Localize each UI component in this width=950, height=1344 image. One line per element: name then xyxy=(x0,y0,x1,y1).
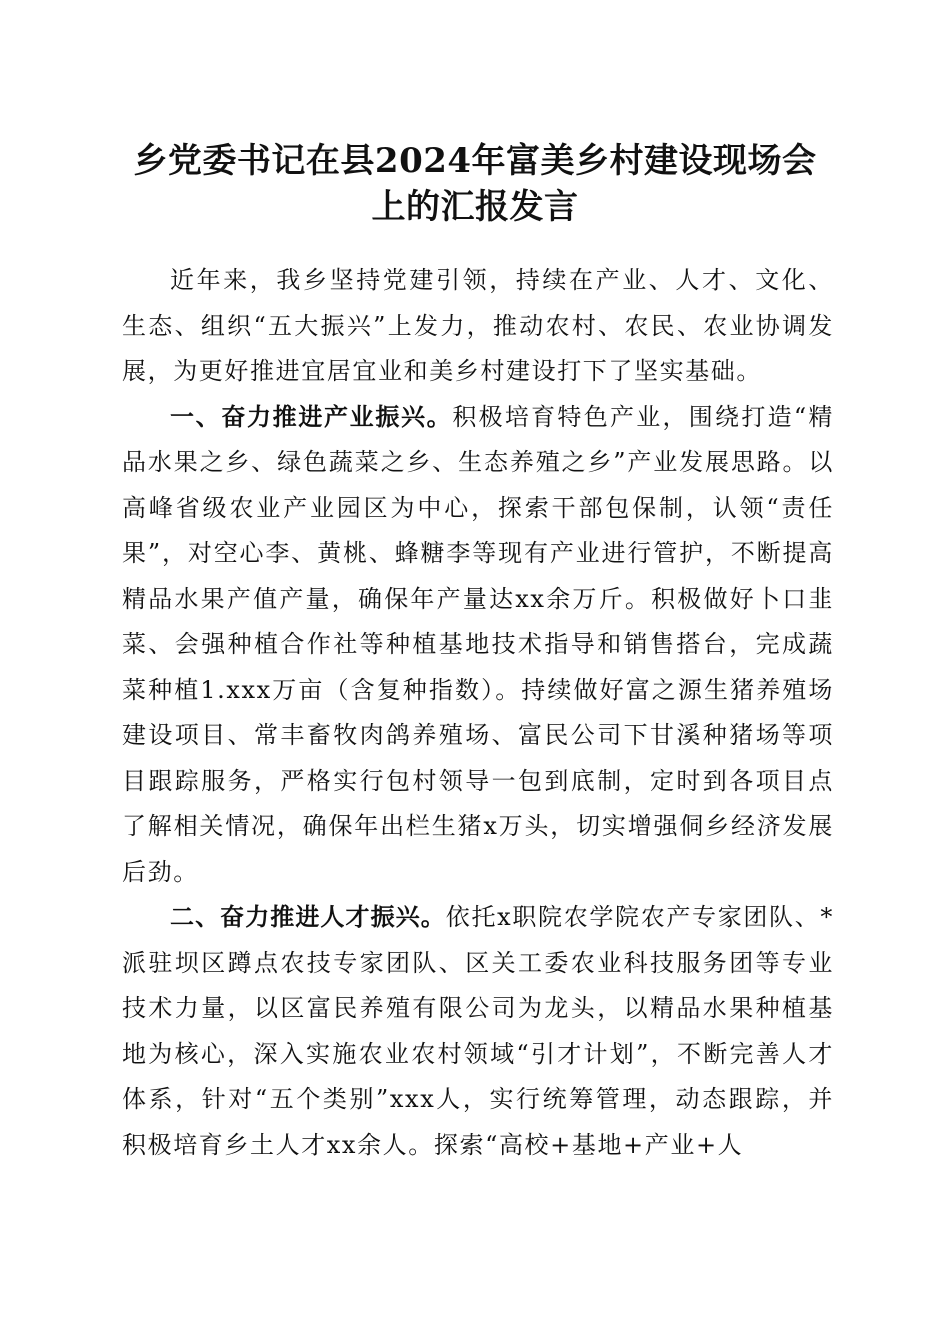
section-paragraph-industry xyxy=(122,395,834,896)
document-title xyxy=(100,138,850,230)
intro-paragraph: 近年来，我乡坚持党建引领，持续在产业、人才、文化、生态、组织“五大振兴”上发力，推动农村、农民、农业协调发展，为更好推进宜居宜业和美乡村建设打下了坚实基础。 xyxy=(122,266,834,385)
section-text-talent: 依托x职院农学院农产专家团队、*派驻坝区蹲点农技专家团队、区关工委农业科技服务团等专业技术力量，以区富民养殖有限公司为龙头，以精品水果种植基地为核心，深入实施农业农村领域“引才计划”，不断完善人才体系，针对“五个类别”xxx人，实行统筹管理，动态跟踪，并积极培育乡土人才xx余人。探索“高校+基地+产业+人 xyxy=(122,903,835,1159)
section-heading-talent: 二、奋力推进人才振兴。 xyxy=(170,903,446,931)
section-paragraph-talent xyxy=(122,895,834,1168)
document-body xyxy=(122,258,834,1168)
section-text-industry: 积极培育特色产业，围绕打造“精品水果之乡、绿色蔬菜之乡、生态养殖之乡”产业发展思路。以高峰省级农业产业园区为中心，探索干部包保制，认领“责任果”，对空心李、黄桃、蜂糖李等现有产业进行管护，不断提高精品水果产值产量，确保年产量达xx余万斤。积极做好卜口韭菜、会强种植合作社等种植基地技术指导和销售搭台，完成蔬菜种植1.xxx万亩（含复种指数）。持续做好富之源生猪养殖场建设项目、常丰畜牧肉鸽养殖场、富民公司下甘溪种猪场等项目跟踪服务，严格实行包村领导一包到底制，定时到各项目点了解相关情况，确保年出栏生猪x万头，切实增强侗乡经济发展后劲。 xyxy=(122,402,834,886)
section-heading-industry: 一、奋力推进产业振兴。 xyxy=(170,402,453,431)
document-title-line1: 乡党委书记在县2024年富美乡村建设现场会 xyxy=(133,141,817,181)
document-title-line2: 上的汇报发言 xyxy=(371,187,579,227)
